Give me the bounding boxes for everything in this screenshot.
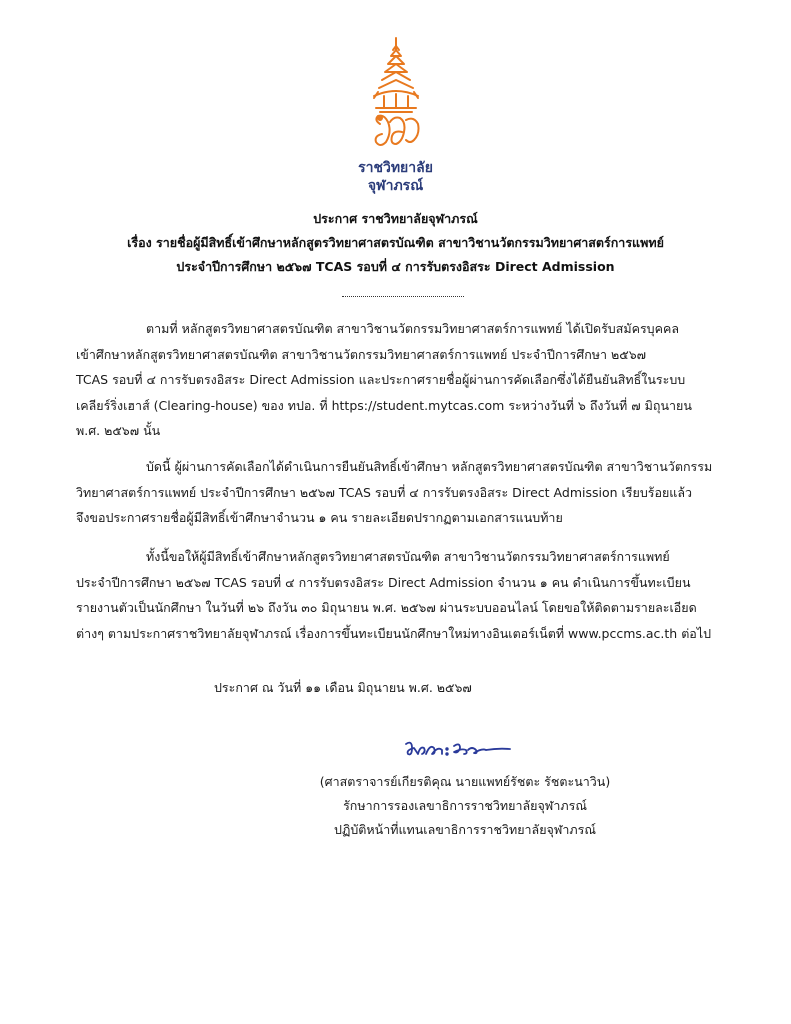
announcement-date: ประกาศ ณ วันที่ ๑๑ เดือน มิถุนายน พ.ศ. ๒๕๖๗ bbox=[214, 680, 472, 695]
paragraph-line: เคลียร์ริ่งเฮาส์ (Clearing-house) ของ ทปอ. ที่ https://student.mytcas.com ระหว่างวันที่ ๖ ถึงวันที่ ๗ มิถุนายน bbox=[76, 397, 692, 413]
signatory-name: (ศาสตราจารย์เกียรติคุณ นายแพทย์รัชตะ รัชตะนาวิน) bbox=[319, 774, 611, 789]
announcement-round: ประจำปีการศึกษา ๒๕๖๗ TCAS รอบที่ ๔ การรับตรงอิสระ Direct Admission bbox=[176, 259, 615, 274]
handwritten-signature-icon bbox=[402, 738, 514, 760]
paragraph-line: ตามที่ หลักสูตรวิทยาศาสตรบัณฑิต สาขาวิชานวัตกรรมวิทยาศาสตร์การแพทย์ ได้เปิดรับสมัครบุคคล bbox=[146, 321, 679, 336]
paragraph-registration bbox=[76, 544, 724, 646]
crown-pavilion-logo-icon bbox=[360, 36, 432, 156]
paragraph-line: จึงขอประกาศรายชื่อผู้มีสิทธิ์เข้าศึกษาจำนวน ๑ คน รายละเอียดปรากฏตามเอกสารแนบท้าย bbox=[76, 510, 563, 525]
announcement-title: ประกาศ ราชวิทยาลัยจุฬาภรณ์ bbox=[313, 211, 478, 226]
paragraph-line: เข้าศึกษาหลักสูตรวิทยาศาสตรบัณฑิต สาขาวิชานวัตกรรมวิทยาศาสตร์การแพทย์ ประจำปีการศึกษา ๒๕๖๗ bbox=[76, 346, 647, 362]
paragraph-line: พ.ศ. ๒๕๖๗ นั้น bbox=[76, 423, 161, 438]
paragraph-background bbox=[76, 316, 724, 444]
paragraph-confirmation bbox=[76, 454, 724, 531]
organization-name-line1: ราชวิทยาลัย bbox=[358, 160, 433, 176]
paragraph-line: ประจำปีการศึกษา ๒๕๖๗ TCAS รอบที่ ๔ การรับตรงอิสระ Direct Admission จำนวน ๑ คน ดำเนินการขึ้นทะเบียน bbox=[76, 574, 691, 590]
paragraph-line: TCAS รอบที่ ๔ การรับตรงอิสระ Direct Admission และประกาศรายชื่อผู้ผ่านการคัดเลือกซึ่งได้ยืนยันสิทธิ์ในระบบ bbox=[76, 372, 686, 387]
organization-name-line2: จุฬาภรณ์ bbox=[367, 178, 424, 194]
paragraph-line: บัดนี้ ผู้ผ่านการคัดเลือกได้ดำเนินการยืนยันสิทธิ์เข้าศึกษา หลักสูตรวิทยาศาสตรบัณฑิต สาขาวิชานวัตกรรม bbox=[146, 459, 713, 474]
paragraph-line: รายงานตัวเป็นนักศึกษา ในวันที่ ๒๖ ถึงวัน ๓๐ มิถุนายน พ.ศ. ๒๕๖๗ ผ่านระบบออนไลน์ โดยขอให้ติดตามรายละเอียด bbox=[76, 600, 697, 615]
paragraph-line: ต่างๆ ตามประกาศราชวิทยาลัยจุฬาภรณ์ เรื่องการขึ้นทะเบียนนักศึกษาใหม่ทางอินเตอร์เน็ตที่ www.pccms.ac.th ต่อไป bbox=[76, 625, 712, 641]
signatory-block bbox=[300, 770, 630, 842]
paragraph-line: วิทยาศาสตร์การแพทย์ ประจำปีการศึกษา ๒๕๖๗ TCAS รอบที่ ๔ การรับตรงอิสระ Direct Admission เรียบร้อยแล้ว bbox=[76, 484, 693, 500]
announcement-subject: เรื่อง รายชื่อผู้มีสิทธิ์เข้าศึกษาหลักสูตรวิทยาศาสตรบัณฑิต สาขาวิชานวัตกรรมวิทยาศาสตร์การแพทย์ bbox=[127, 235, 664, 250]
paragraph-line: ทั้งนี้ขอให้ผู้มีสิทธิ์เข้าศึกษาหลักสูตรวิทยาศาสตรบัณฑิต สาขาวิชานวัตกรรมวิทยาศาสตร์การแพทย์ bbox=[146, 549, 670, 564]
signatory-position-onbehalf: ปฏิบัติหน้าที่แทนเลขาธิการราชวิทยาลัยจุฬาภรณ์ bbox=[334, 822, 596, 837]
signatory-position-acting: รักษาการรองเลขาธิการราชวิทยาลัยจุฬาภรณ์ bbox=[343, 798, 587, 813]
dotted-divider bbox=[342, 296, 464, 297]
